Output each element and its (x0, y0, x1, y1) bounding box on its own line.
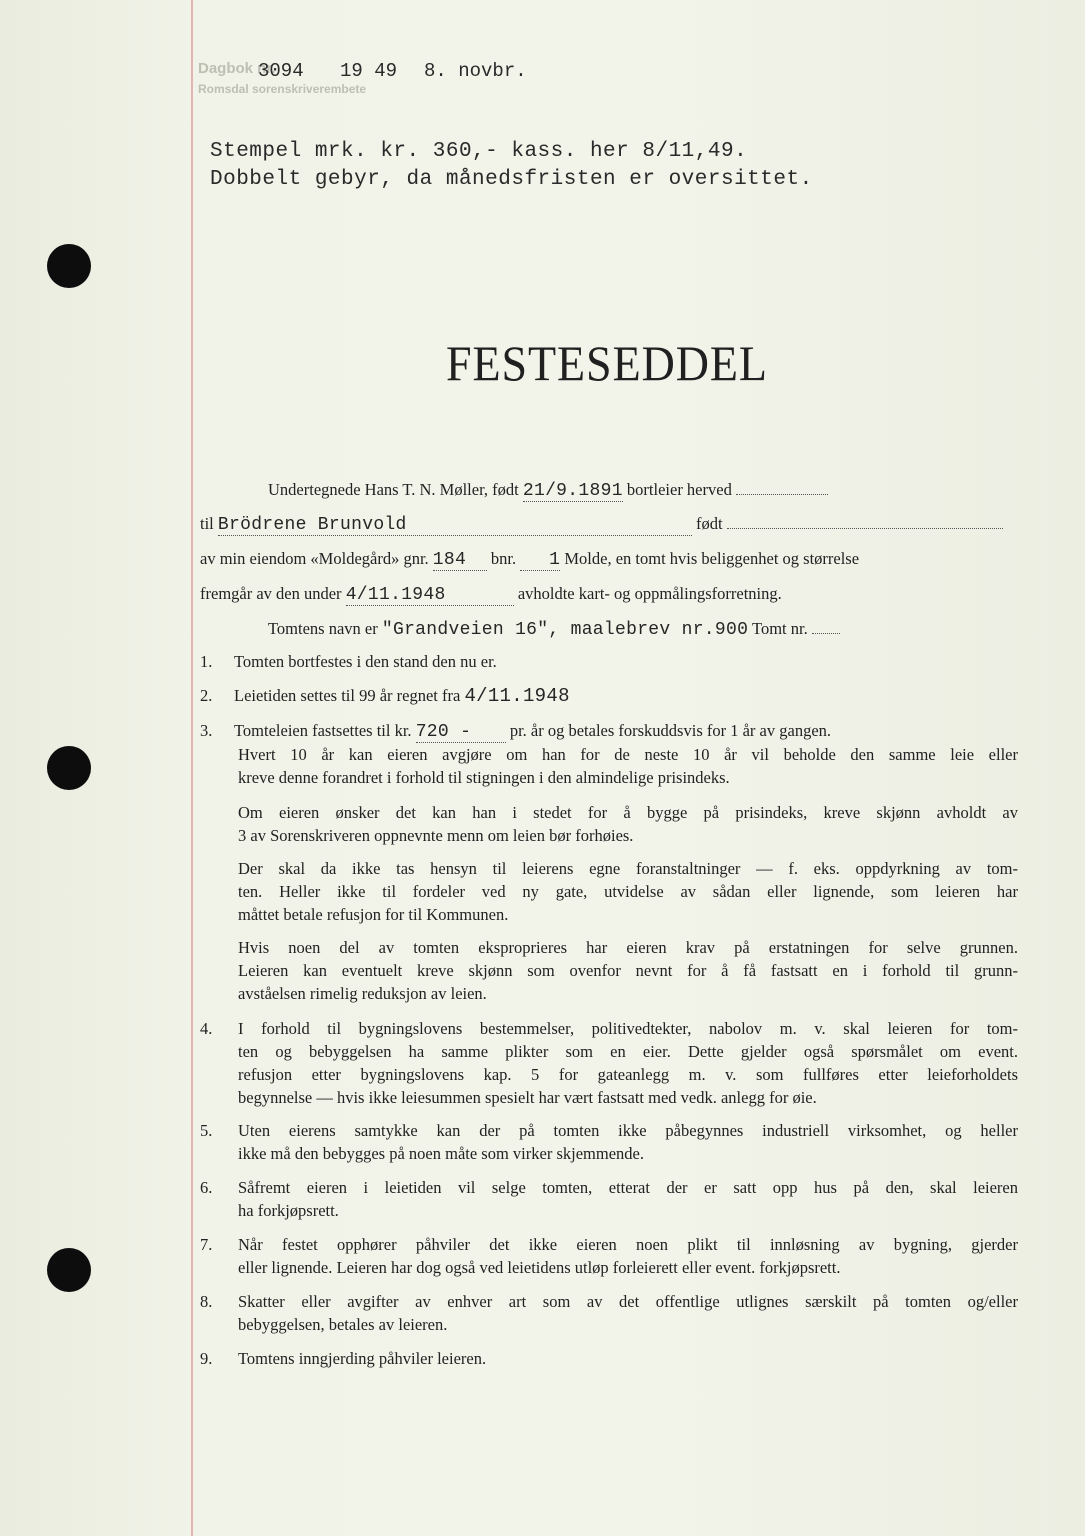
form-plot-name: "Grandveien 16", maalebrev nr.900 (381, 620, 749, 640)
clause-1-text: Tomten bortfestes i den stand den nu er. (234, 652, 497, 671)
form-l2-prefix: til (200, 514, 214, 533)
clause-3 (200, 721, 1018, 743)
form-l4-suffix: avholdte kart- og oppmålingsforretning. (517, 584, 782, 603)
form-bnr: 1 (549, 550, 561, 570)
clause-4-line-2: ten og bebyggelsen ha samme plikter som en eier. Dette gjelder også spørsmålet om event. (238, 1042, 1018, 1061)
clause-3-prefix: Tomteleien fastsettes til kr. (234, 721, 412, 740)
form-lessee-name: Brödrene Brunvold (217, 515, 407, 535)
form-line-1 (268, 480, 1020, 502)
clause-4-line-1: I forhold til bygningslovens bestemmelser, politivedtekter, nabolov m. v. skal leieren for tom- (238, 1019, 1018, 1038)
clause-4-line-3: refusjon etter bygningslovens kap. 5 for gateanlegg m. v. som fullføres etter leieforholdets (238, 1065, 1018, 1084)
form-l3-mid: bnr. (490, 549, 517, 568)
clause-1-number: 1. (200, 652, 213, 671)
clause-3-suffix: pr. år og betales forskuddsvis for 1 år av gangen. (509, 721, 832, 740)
form-line-4 (200, 584, 1020, 606)
para-2-line-3: måttet betale refusjon for til Kommunen. (238, 905, 509, 924)
form-l2-suffix: født (696, 514, 723, 533)
clause-5-line-1: Uten eierens samtykke kan der på tomten ikke påbegynnes industriell virksomhet, og heller (238, 1121, 1018, 1140)
clause-3-amount: 720 - (415, 722, 472, 742)
para-2-line-1: Der skal da ikke tas hensyn til leierens egne foranstaltninger — f. eks. oppdyrkning av tom- (238, 859, 1018, 878)
para-3-line-2: Leieren kan eventuelt kreve skjønn som ovenfor nevnt for å få fastsatt en i forhold til grunn- (238, 961, 1018, 980)
clause-3-line-3: kreve denne forandret i forhold til stigningen i den almindelige prisindeks. (238, 768, 730, 787)
clause-2-date: 4/11.1948 (464, 685, 570, 707)
clause-1 (200, 652, 980, 672)
clause-7-number: 7. (200, 1235, 213, 1254)
clause-7-line-2: eller lignende. Leieren har dog også ved leietidens utløp forleierett eller event. forkjøpsrett. (238, 1258, 841, 1277)
document-title: FESTESEDDEL (446, 335, 768, 391)
para-1-line-1: Om eieren ønsker det kan han i stedet for å bygge på prisindeks, kreve skjønn avholdt av (238, 803, 1018, 822)
clause-6-line-1: Såfremt eieren i leietiden vil selge tomten, etterat der er satt opp hus på den, skal leieren (238, 1178, 1018, 1197)
form-l1-prefix: Undertegnede Hans T. N. Møller, født (268, 480, 519, 499)
clause-8-line-1: Skatter eller avgifter av enhver art som av det offentlige utlignes særskilt på tomten og/eller (238, 1292, 1018, 1311)
form-line-5 (268, 619, 1020, 640)
para-3-line-3: avståelsen rimelig reduksjon av leien. (238, 984, 487, 1003)
form-birthdate: 21/9.1891 (522, 481, 623, 501)
form-gnr: 184 (432, 550, 467, 570)
note-line-1: Stempel mrk. kr. 360,- kass. her 8/11,49. (210, 140, 748, 163)
clause-4-line-4: begynnelse — hvis ikke leiesummen spesielt har vært fastsatt med vedk. anlegg for øie. (238, 1088, 817, 1107)
clause-9-line-1: Tomtens inngjerding påhviler leieren. (238, 1349, 487, 1368)
margin-rule (191, 0, 193, 1536)
note-line-2: Dobbelt gebyr, da månedsfristen er oversittet. (210, 168, 813, 191)
form-line-3 (200, 549, 1020, 571)
para-2-line-2: ten. Heller ikke til fordeler ved ny gate, utvidelse av sådan eller lignende, som leieren har (238, 882, 1018, 901)
punch-hole-middle (47, 746, 91, 790)
form-line-2 (200, 514, 1020, 536)
clause-5-number: 5. (200, 1121, 213, 1140)
form-l4-prefix: fremgår av den under (200, 584, 342, 603)
form-l1-suffix: bortleier herved (626, 480, 732, 499)
clause-8-line-2: bebyggelsen, betales av leieren. (238, 1315, 448, 1334)
stamp-faint-line1: Dagbok nr. (198, 60, 276, 77)
form-l5-suffix: Tomt nr. (752, 619, 808, 638)
clause-9-number: 9. (200, 1349, 213, 1368)
form-l3-suffix: Molde, en tomt hvis beliggenhet og størrelse (564, 549, 860, 568)
para-1-line-2: 3 av Sorenskriveren oppnevnte menn om leien bør forhøies. (238, 826, 634, 845)
entry-year: 19 49 (340, 60, 398, 82)
entry-date: 8. novbr. (424, 60, 527, 82)
clause-2-text: Leietiden settes til 99 år regnet fra (234, 686, 461, 705)
clause-8-number: 8. (200, 1292, 213, 1311)
form-l3-prefix: av min eiendom «Moldegård» gnr. (200, 549, 429, 568)
entry-number: 3094 (258, 60, 304, 82)
para-3-line-1: Hvis noen del av tomten eksproprieres har eieren krav på erstatningen for selve grunnen. (238, 938, 1018, 957)
form-l5-prefix: Tomtens navn er (268, 619, 378, 638)
clause-5-line-2: ikke må den bebygges på noen måte som virker skjemmende. (238, 1144, 644, 1163)
form-survey-date: 4/11.1948 (345, 585, 446, 605)
clause-3-number: 3. (200, 721, 213, 740)
clause-2 (200, 685, 980, 707)
clause-6-line-2: ha forkjøpsrett. (238, 1201, 339, 1220)
clause-3-line-2: Hvert 10 år kan eieren avgjøre om han for de neste 10 år vil beholde den samme leie eller (238, 745, 1018, 764)
clause-7-line-1: Når festet opphører påhviler det ikke eieren noen plikt til innløsning av bygning, gjerder (238, 1235, 1018, 1254)
clause-6-number: 6. (200, 1178, 213, 1197)
clause-4-number: 4. (200, 1019, 213, 1038)
punch-hole-bottom (47, 1248, 91, 1292)
stamp-faint-line2: Romsdal sorenskriverembete (198, 82, 367, 96)
punch-hole-top (47, 244, 91, 288)
clause-2-number: 2. (200, 686, 213, 705)
